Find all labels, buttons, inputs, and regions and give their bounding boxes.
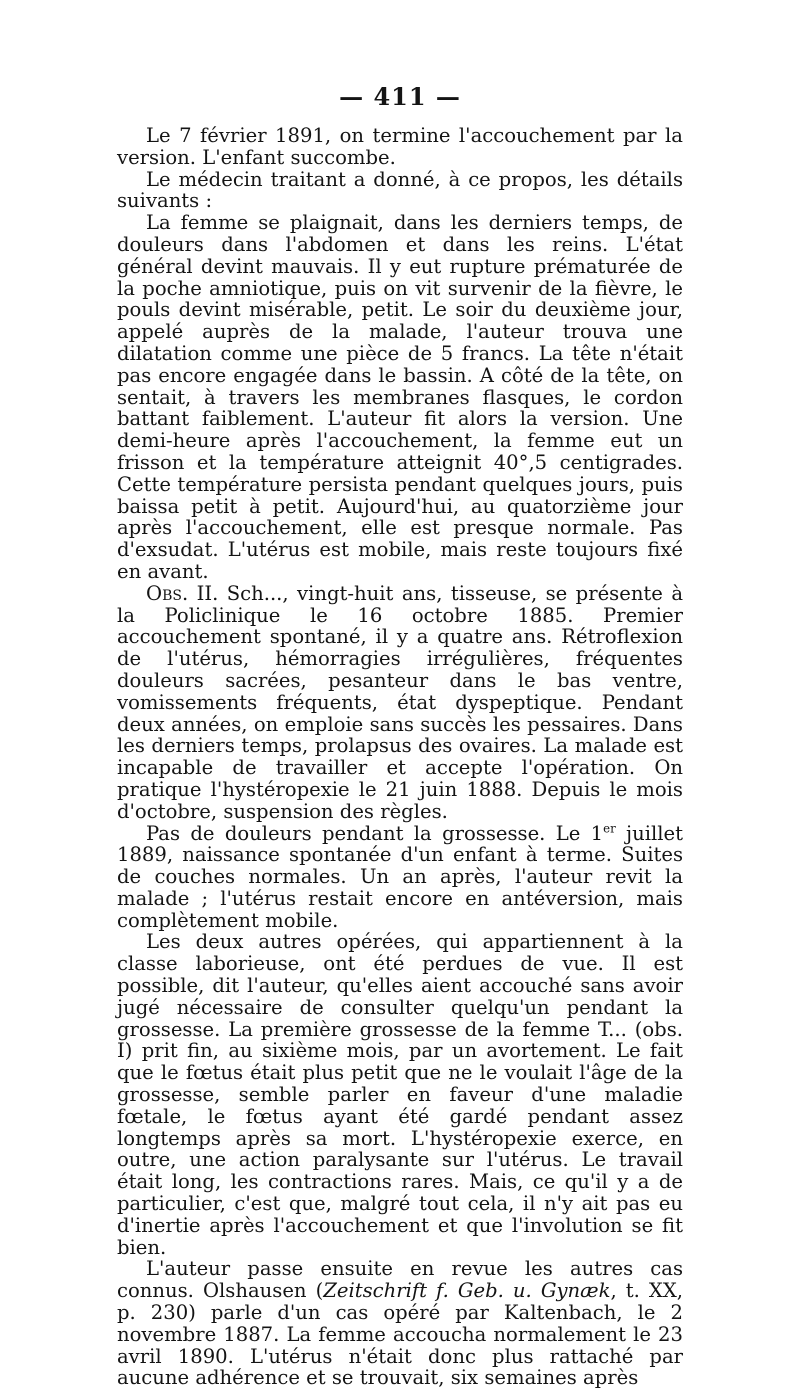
paragraph-4 xyxy=(117,583,683,823)
observation-text: Sch..., vingt-huit ans, tisseuse, se présente à la Policlinique le 16 octobre 1885. Premier accouchement spontané, il y a quatre ans. Rétroflexion de l'utérus, hémorragies irrégulières, fréquentes douleurs sacrées, pesanteur dans le bas ventre, vomissements fréquents, état dyspeptique. Pendant deux années, on emploie sans succès les pessaires. Dans les derniers temps, prolapsus des ovaires. La malade est incapable de travailler et accepte l'opération. On pratique l'hystéropexie le 21 juin 1888. Depuis le mois d'octobre, suspension des règles. xyxy=(117,581,683,823)
journal-title: Zeitschrift f. Geb. u. Gynæk xyxy=(323,1279,611,1303)
paragraph-7-start: L'auteur passe ensuite en revue les autres cas connus. Olshausen ( xyxy=(117,1257,683,1303)
paragraph-3: La femme se plaignait, dans les derniers temps, de douleurs dans l'abdomen et dans les reins. L'état général devint mauvais. Il y eut rupture prématurée de la poche amniotique, puis on vit survenir de la fièvre, le pouls devint misérable, petit. Le soir du deuxième jour, appelé auprès de la malade, l'auteur trouva une dilatation comme une pièce de 5 francs. La tête n'était pas encore engagée dans le bassin. A côté de la tête, on sentait, à travers les membranes flasques, le cordon battant faiblement. L'auteur fit alors la version. Une demi-heure après l'accouchement, la femme eut un frisson et la température atteignit 40°,5 centigrades. Cette température persista pendant quelques jours, puis baissa petit à petit. Aujourd'hui, au quatorzième jour après l'accouchement, elle est presque normale. Pas d'exsudat. L'utérus est mobile, mais reste toujours fixé en avant. xyxy=(117,211,683,583)
paragraph-5 xyxy=(117,820,683,932)
ordinal-suffix: er xyxy=(603,820,616,835)
paragraph-2: Le médecin traitant a donné, à ce propos, les détails suivants : xyxy=(117,167,683,213)
page-number: — 411 — xyxy=(339,82,461,111)
paragraph-1: Le 7 février 1891, on termine l'accouchement par la version. L'enfant succombe. xyxy=(117,124,683,169)
paragraph-5-start: Pas de douleurs pendant la grossesse. Le 1 xyxy=(146,821,604,845)
paragraph-7 xyxy=(117,1258,683,1389)
paragraph-7-end: , t. XX, p. 230) parle d'un cas opéré par Kaltenbach, le 2 novembre 1887. La femme accoucha normalement le 23 avril 1890. L'utérus n'était donc plus rattaché par aucune adhérence et se trouvait, six semaines après xyxy=(117,1279,683,1389)
paragraph-5-end: juillet 1889, naissance spontanée d'un enfant à terme. Suites de couches normales. Un an après, l'auteur revit la malade ; l'utérus restait encore en antéversion, mais complètement mobile. xyxy=(117,821,683,932)
observation-heading: Obs. II. xyxy=(146,581,219,605)
paragraph-6: Les deux autres opérées, qui appartiennent à la classe laborieuse, ont été perdues de vue. Il est possible, dit l'auteur, qu'elles aient accouché sans avoir jugé nécessaire de consulter quelqu'un pendant la grossesse. La première grossesse de la femme T... (obs. I) prit fin, au sixième mois, par un avortement. Le fait que le fœtus était plus petit que ne le voulait l'âge de la grossesse, semble parler en faveur d'une maladie fœtale, le fœtus ayant été gardé pendant assez longtemps après sa mort. L'hystéropexie exerce, en outre, une action paralysante sur l'utérus. Le travail était long, les contractions rares. Mais, ce qu'il y a de particulier, c'est que, malgré tout cela, il n'y ait pas eu d'inertie après l'accouchement et que l'involution se fit bien. xyxy=(117,930,683,1259)
body-text xyxy=(117,125,683,1389)
